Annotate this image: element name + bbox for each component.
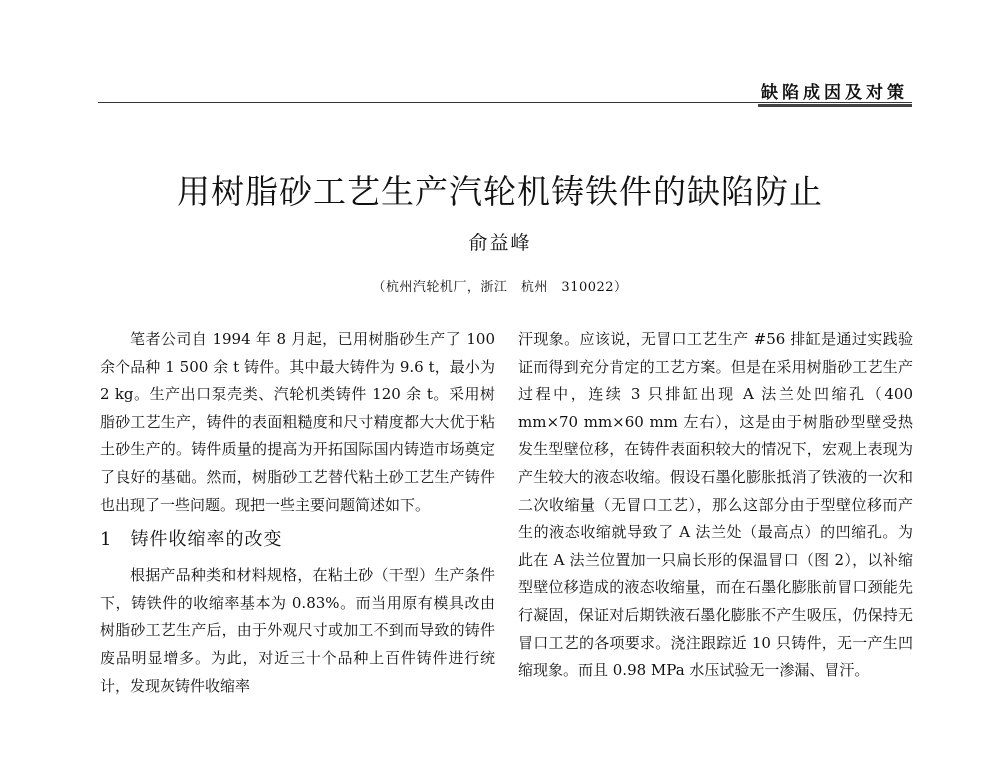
section-heading bbox=[100, 526, 495, 554]
author-affiliation: （杭州汽轮机厂，浙江 杭州 310022） bbox=[372, 280, 628, 295]
journal-section-tag: 缺陷成因及对策 bbox=[761, 83, 908, 103]
header-rule-accent bbox=[758, 104, 912, 107]
left-column bbox=[100, 326, 495, 700]
section1-paragraph: 根据产品种类和材料规格，在粘土砂（干型）生产条件下，铸铁件的收缩率基本为 0.83%。而当用原有模具改由树脂砂工艺生产后，由于外观尺寸或加工不到而导致的铸件废品明显增多。为此，对近三十个品种上百件铸件进行统计，发现灰铸件收缩率 bbox=[100, 566, 495, 695]
header-rule bbox=[98, 102, 912, 103]
right-column bbox=[518, 326, 913, 685]
section-number: 1 bbox=[100, 529, 113, 551]
article-title: 用树脂砂工艺生产汽轮机铸铁件的缺陷防止 bbox=[177, 172, 823, 211]
continuation-paragraph: 汗现象。应该说，无冒口工艺生产 #56 排缸是通过实践验证而得到充分肯定的工艺方案。但是在采用树脂砂工艺生产过程中，连续 3 只排缸出现 A 法兰处凹缩孔（400 mm×70 mm×60 mm 左右），这是由于树脂砂型壁受热发生型壁位移，在铸件表面积较大的情况下，宏观上表现为产生较大的液态收缩。假设石墨化膨胀抵消了铁液的一次和二次收缩量（无冒口工艺），那么这部分由于型壁位移而产生的液态收缩就导致了 A 法兰处（最高点）的凹缩孔。为此在 A 法兰位置加一只扁长形的保温冒口（图 2），以补缩型壁位移造成的液态收缩量，而在石墨化膨胀前冒口颈能先行凝固，保证对后期铁液石墨化膨胀不产生吸压，仍保持无冒口工艺的各项要求。浇注跟踪近 10 只铸件，无一产生凹缩现象。而且 0.98 MPa 水压试验无一渗漏、冒汗。 bbox=[518, 330, 913, 680]
article-author: 俞益峰 bbox=[468, 232, 532, 254]
section-title: 铸件收缩率的改变 bbox=[130, 529, 283, 551]
intro-paragraph: 笔者公司自 1994 年 8 月起，已用树脂砂生产了 100 余个品种 1 500 余 t 铸件。其中最大铸件为 9.6 t，最小为 2 kg。生产出口泵壳类、汽轮机类铸件 120 余 t。采用树脂砂工艺生产，铸件的表面粗糙度和尺寸精度都大大优于粘土砂生产的。铸件质量的提高为开拓国际国内铸造市场奠定了良好的基础。然而，树脂砂工艺替代粘土砂工艺生产铸件也出现了一些问题。现把一些主要问题简述如下。 bbox=[100, 330, 495, 514]
